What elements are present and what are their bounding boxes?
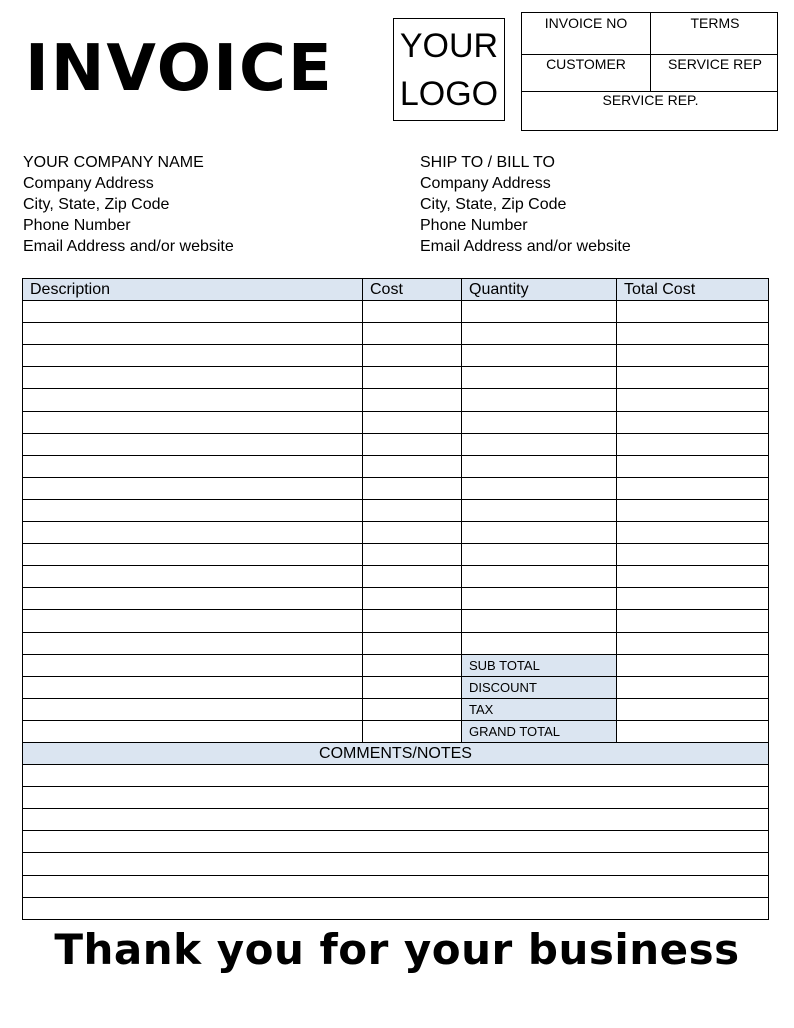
table-cell[interactable] [363,323,462,345]
table-cell[interactable] [617,632,769,654]
table-cell[interactable] [23,367,363,389]
logo-line-2: LOGO [399,74,499,113]
notes-line[interactable] [23,787,769,809]
col-description: Description [23,279,363,301]
table-cell[interactable] [363,588,462,610]
notes-line[interactable] [23,831,769,853]
notes-heading: COMMENTS/NOTES [23,742,769,764]
table-cell[interactable] [617,499,769,521]
notes-header-row [23,742,769,764]
table-row [23,522,769,544]
table-cell[interactable] [23,345,363,367]
table-cell[interactable] [462,455,617,477]
invoice-title: INVOICE [25,32,334,106]
table-row [23,477,769,499]
table-cell[interactable] [23,632,363,654]
table-row [23,301,769,323]
table-row [23,610,769,632]
subtotal-row [23,654,769,676]
ship-to-heading: SHIP TO / BILL TO [420,154,555,171]
table-cell[interactable] [462,411,617,433]
company-email: Email Address and/or website [23,238,234,255]
table-cell[interactable] [617,301,769,323]
table-cell[interactable] [23,389,363,411]
invoice-meta-box [521,12,778,131]
table-cell[interactable] [363,610,462,632]
company-city: City, State, Zip Code [23,196,170,213]
table-cell[interactable] [23,566,363,588]
table-row [23,367,769,389]
grand-total-label: GRAND TOTAL [462,720,617,742]
table-cell[interactable] [363,411,462,433]
notes-row [23,853,769,875]
table-cell[interactable] [617,367,769,389]
discount-row [23,676,769,698]
ship-to-block [420,152,631,257]
table-cell[interactable] [23,676,363,698]
table-cell[interactable] [462,566,617,588]
grand-total-value[interactable] [617,720,769,742]
discount-label: DISCOUNT [462,676,617,698]
table-cell[interactable] [23,455,363,477]
service-rep-label: SERVICE REP [668,56,762,72]
table-cell[interactable] [462,433,617,455]
table-cell[interactable] [462,588,617,610]
table-cell[interactable] [363,477,462,499]
notes-line[interactable] [23,897,769,919]
notes-row [23,831,769,853]
table-cell[interactable] [23,588,363,610]
table-cell[interactable] [363,720,462,742]
table-cell[interactable] [23,411,363,433]
notes-line[interactable] [23,853,769,875]
tax-label: TAX [462,698,617,720]
tax-value[interactable] [617,698,769,720]
table-cell[interactable] [617,544,769,566]
table-row [23,499,769,521]
table-cell[interactable] [363,367,462,389]
table-cell[interactable] [363,544,462,566]
table-row [23,345,769,367]
table-cell[interactable] [363,676,462,698]
col-total-cost: Total Cost [617,279,769,301]
subtotal-value[interactable] [617,654,769,676]
table-header-row [23,279,769,301]
table-cell[interactable] [23,544,363,566]
table-row [23,544,769,566]
table-cell[interactable] [363,698,462,720]
table-cell[interactable] [462,522,617,544]
table-cell[interactable] [617,345,769,367]
table-row [23,632,769,654]
ship-to-phone: Phone Number [420,217,528,234]
table-row [23,411,769,433]
table-cell[interactable] [617,566,769,588]
table-cell[interactable] [462,499,617,521]
table-cell[interactable] [363,522,462,544]
notes-row [23,897,769,919]
table-cell[interactable] [23,698,363,720]
table-cell[interactable] [617,477,769,499]
table-cell[interactable] [462,367,617,389]
company-address-block [23,152,234,257]
table-cell[interactable] [462,323,617,345]
table-cell[interactable] [363,499,462,521]
company-address: Company Address [23,175,154,192]
customer-label: CUSTOMER [546,56,626,72]
service-rep-2-label: SERVICE REP. [602,92,699,108]
notes-row [23,809,769,831]
table-cell[interactable] [617,610,769,632]
table-cell[interactable] [23,610,363,632]
notes-row [23,765,769,787]
table-cell[interactable] [363,455,462,477]
table-cell[interactable] [617,588,769,610]
table-cell[interactable] [462,345,617,367]
discount-value[interactable] [617,676,769,698]
invoice-no-label: INVOICE NO [544,15,628,31]
ship-to-city: City, State, Zip Code [420,196,567,213]
table-cell[interactable] [363,566,462,588]
table-cell[interactable] [617,323,769,345]
notes-row [23,787,769,809]
table-cell[interactable] [363,632,462,654]
company-name: YOUR COMPANY NAME [23,154,204,171]
notes-line[interactable] [23,875,769,897]
table-cell[interactable] [23,477,363,499]
tax-row [23,698,769,720]
table-cell[interactable] [462,610,617,632]
table-cell[interactable] [363,345,462,367]
table-cell[interactable] [363,389,462,411]
table-cell[interactable] [617,411,769,433]
ship-to-address: Company Address [420,175,551,192]
table-cell[interactable] [462,301,617,323]
grand-total-row [23,720,769,742]
table-row [23,588,769,610]
line-items-table [22,278,769,920]
col-quantity: Quantity [462,279,617,301]
table-cell[interactable] [617,455,769,477]
col-cost: Cost [363,279,462,301]
table-cell[interactable] [23,323,363,345]
table-row [23,323,769,345]
logo-line-1: YOUR [399,26,499,65]
table-cell[interactable] [23,720,363,742]
table-cell[interactable] [462,477,617,499]
thank-you-message: Thank you for your business [54,925,740,974]
table-cell[interactable] [617,522,769,544]
table-cell[interactable] [23,301,363,323]
table-cell[interactable] [462,389,617,411]
table-cell[interactable] [23,433,363,455]
company-phone: Phone Number [23,217,131,234]
table-cell[interactable] [617,433,769,455]
table-cell[interactable] [462,632,617,654]
table-row [23,455,769,477]
table-cell[interactable] [363,433,462,455]
subtotal-label: SUB TOTAL [462,654,617,676]
table-row [23,389,769,411]
notes-line[interactable] [23,765,769,787]
table-cell[interactable] [23,654,363,676]
table-row [23,566,769,588]
table-cell[interactable] [363,654,462,676]
table-cell[interactable] [462,544,617,566]
notes-row [23,875,769,897]
logo-placeholder [393,18,505,121]
table-row [23,433,769,455]
terms-label: TERMS [690,15,740,31]
ship-to-email: Email Address and/or website [420,238,631,255]
table-cell[interactable] [23,499,363,521]
table-cell[interactable] [23,522,363,544]
notes-line[interactable] [23,809,769,831]
table-cell[interactable] [617,389,769,411]
table-cell[interactable] [363,301,462,323]
